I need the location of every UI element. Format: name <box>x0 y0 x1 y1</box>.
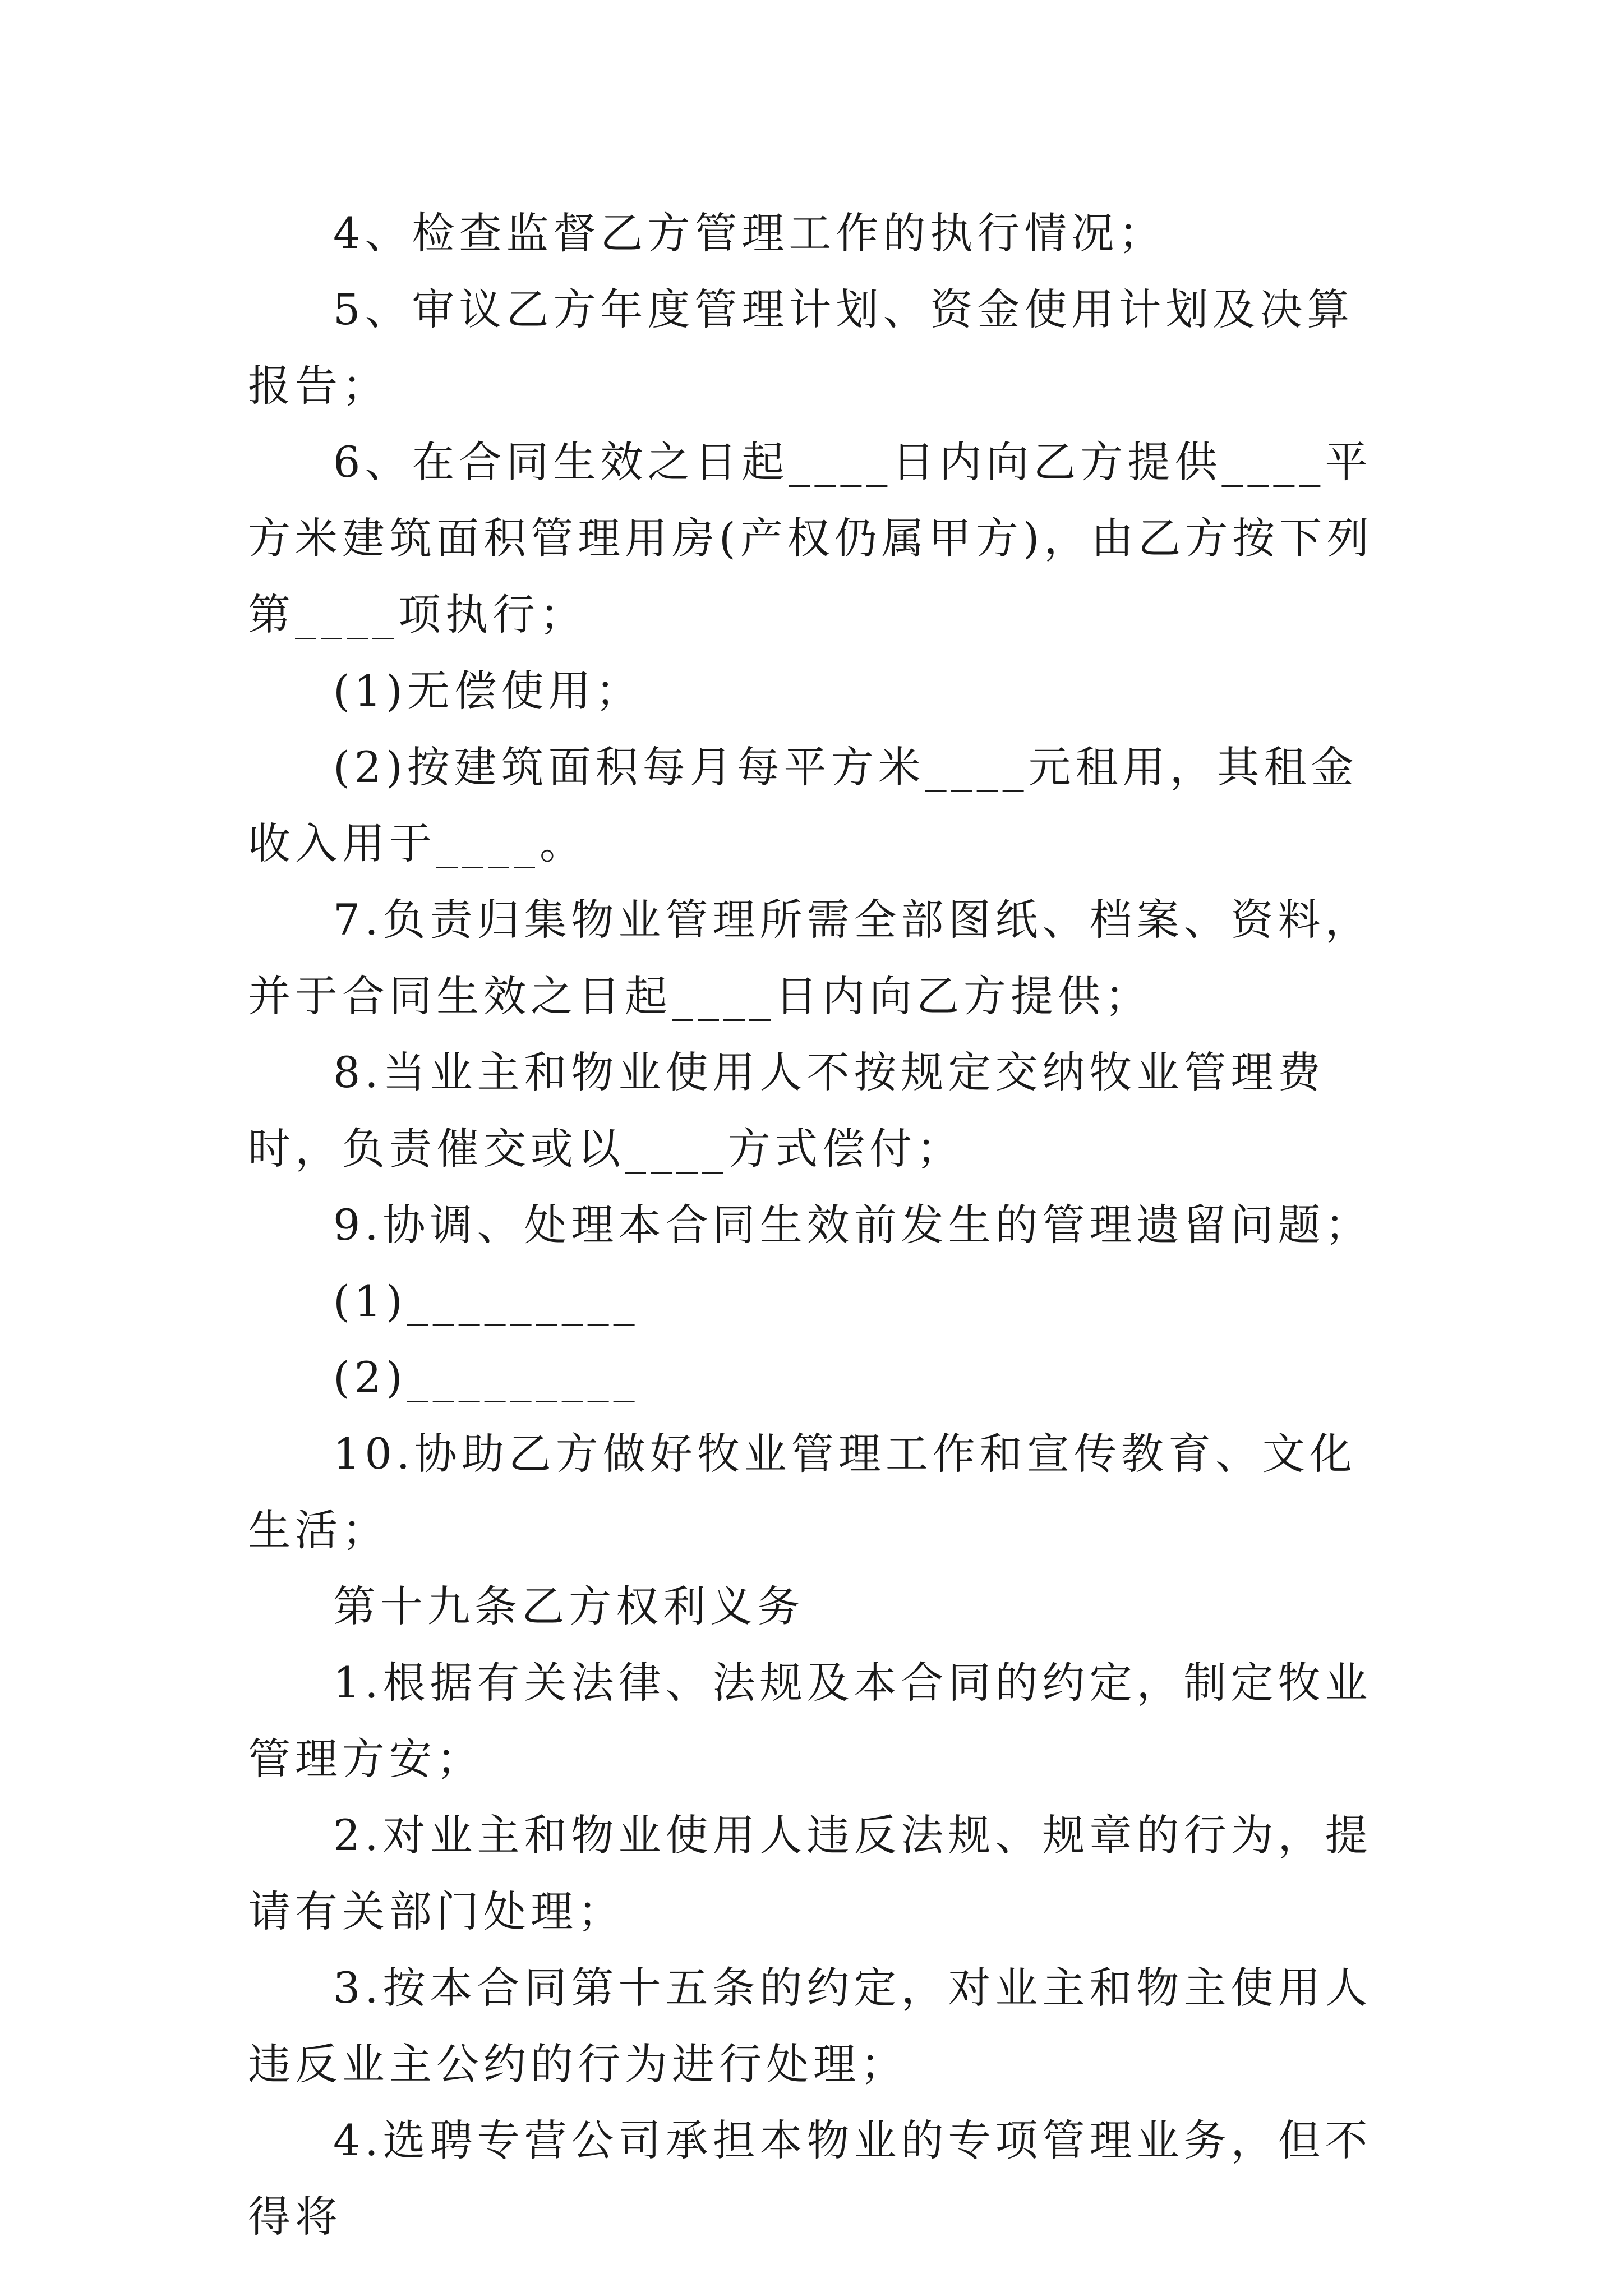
paragraph-clause-9: 9.协调、处理本合同生效前发生的管理遗留问题； <box>333 1200 1372 1250</box>
paragraph-clause-6-option-1: (1)无偿使用； <box>333 666 643 716</box>
paragraph-clause-7: 7.负责归集物业管理所需全部图纸、档案、资料，并于合同生效之日起____日内向乙方提供； <box>248 895 1372 1021</box>
paragraph-party-b-3: 3.按本合同第十五条的约定，对业主和物主使用人违反业主公约的行为进行处理； <box>248 1963 1372 2089</box>
paragraph-clause-4: 4、检查监督乙方管理工作的执行情况； <box>333 208 1166 258</box>
paragraph-clause-10: 10.协助乙方做好牧业管理工作和宣传教育、文化生活； <box>248 1429 1357 1555</box>
article-heading-19: 第十九条乙方权利义务 <box>333 1581 804 1631</box>
paragraph-clause-5: 5、审议乙方年度管理计划、资金使用计划及决算报告； <box>248 284 1354 411</box>
paragraph-party-b-4: 4.选聘专营公司承担本物业的专项管理业务，但不得将 <box>248 2115 1372 2242</box>
document-body <box>248 195 1381 2255</box>
paragraph-clause-6-option-2: (2)按建筑面积每月每平方米____元租用，其租金收入用于____。 <box>248 742 1358 868</box>
paragraph-party-b-1: 1.根据有关法律、法规及本合同的约定，制定牧业管理方安； <box>248 1658 1372 1784</box>
paragraph-clause-9-item-1: (1)_________ <box>333 1276 639 1326</box>
paragraph-clause-9-item-2: (2)_________ <box>333 1352 639 1402</box>
paragraph-party-b-2: 2.对业主和物业使用人违反法规、规章的行为，提请有关部门处理； <box>248 1810 1372 1936</box>
paragraph-clause-6: 6、在合同生效之日起____日内向乙方提供____平方米建筑面积管理用房(产权仍属甲方)，由乙方按下列第____项执行； <box>248 437 1374 639</box>
paragraph-clause-8: 8.当业主和物业使用人不按规定交纳牧业管理费时，负责催交或以____方式偿付； <box>248 1047 1325 1174</box>
